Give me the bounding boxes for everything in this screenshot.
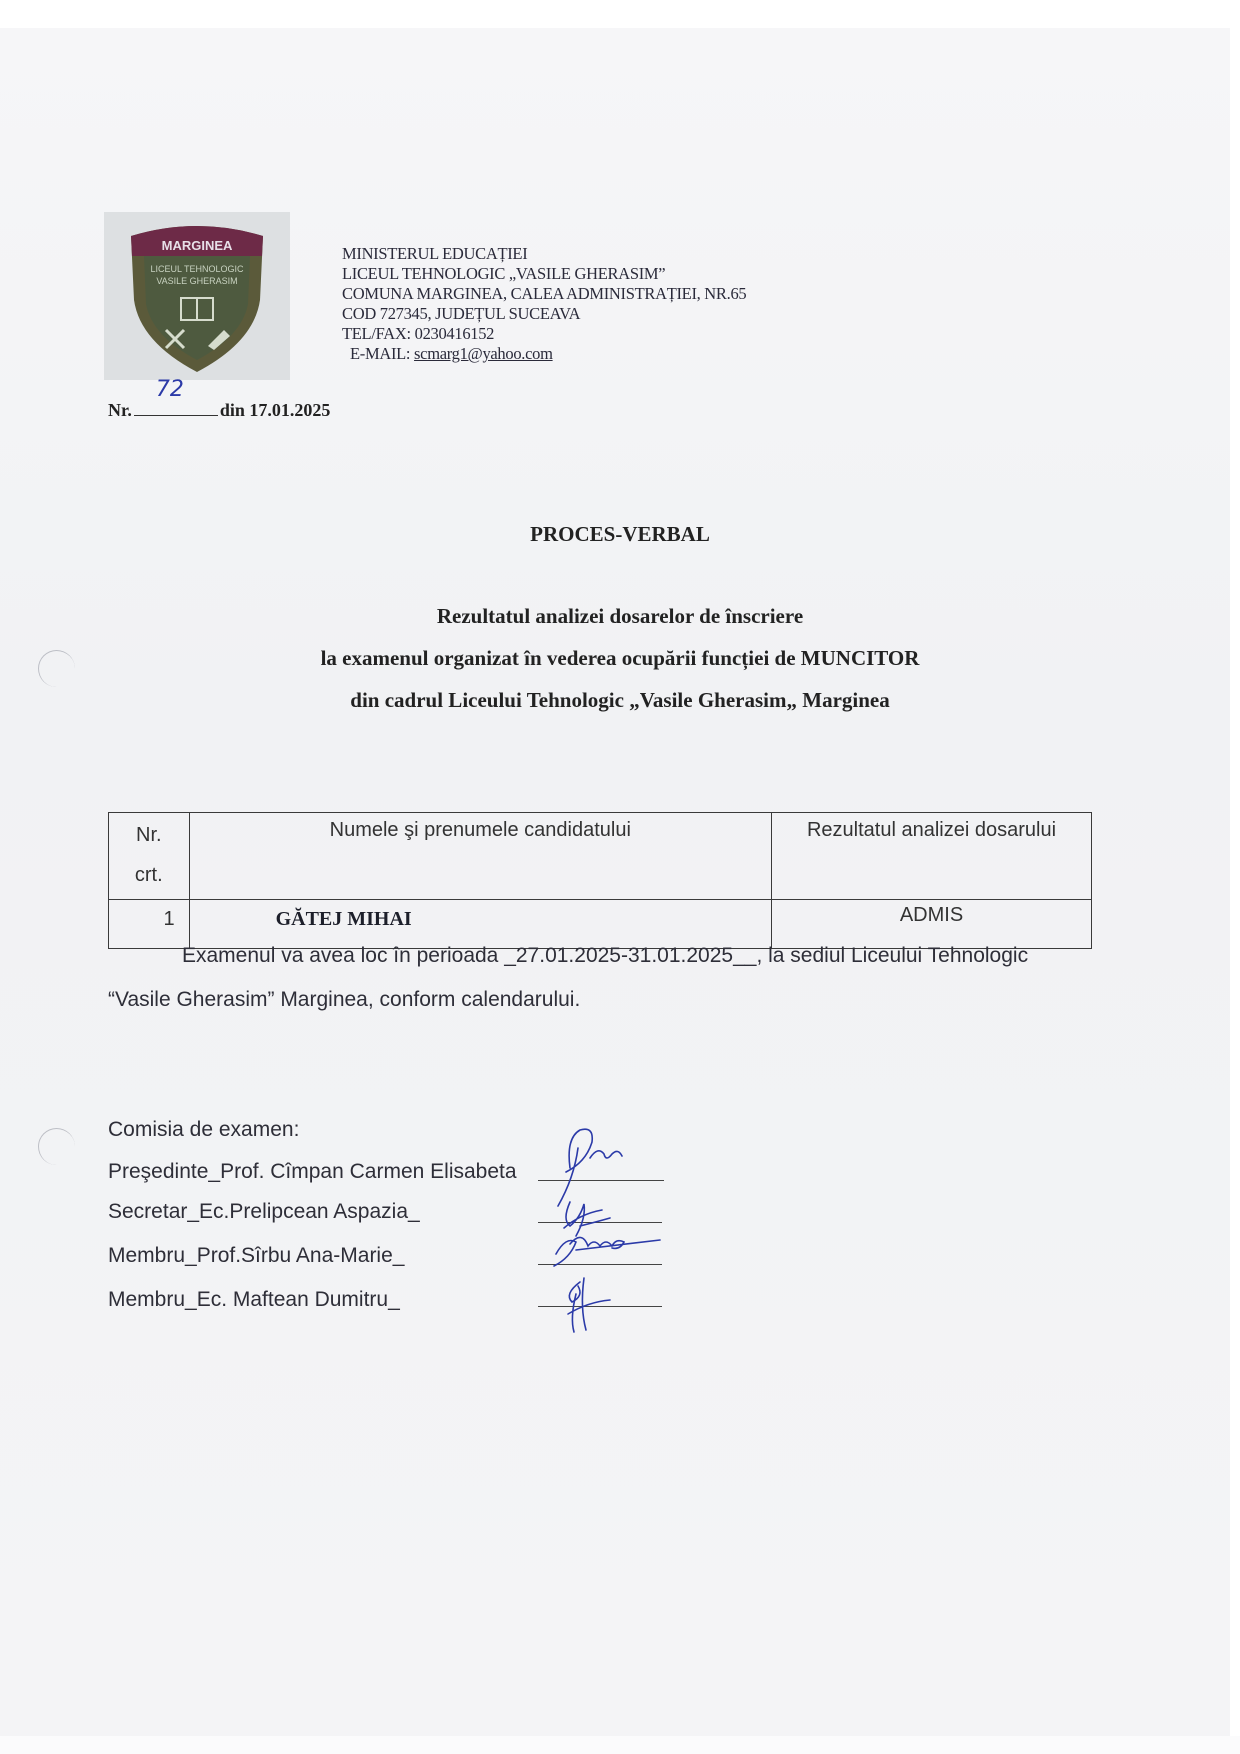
cell-candidate-name: GĂTEJ MIHAI bbox=[189, 900, 771, 949]
commission-member: Membru_Ec. Maftean Dumitru_ bbox=[108, 1288, 400, 1311]
header-line: COD 727345, JUDEȚUL SUCEAVA bbox=[342, 304, 581, 323]
nr-label: Nr. bbox=[108, 400, 132, 420]
header-line: MINISTERUL EDUCAȚIEI bbox=[342, 244, 528, 263]
header-line: TEL/FAX: 0230416152 bbox=[342, 324, 495, 343]
nr-handwritten-value: 72 bbox=[155, 377, 184, 402]
scan-right-margin bbox=[1230, 0, 1240, 1754]
table-row bbox=[109, 900, 1092, 949]
handwritten-signatures bbox=[540, 1118, 720, 1348]
registration-date: din 17.01.2025 bbox=[219, 400, 331, 420]
email-label: E-MAIL: bbox=[350, 344, 415, 363]
email-link[interactable]: scmarg1@yahoo.com bbox=[414, 344, 553, 363]
school-crest-icon bbox=[104, 212, 290, 380]
punch-hole bbox=[38, 1128, 75, 1165]
nr-blank bbox=[134, 377, 218, 416]
svg-text:MARGINEA: MARGINEA bbox=[161, 238, 233, 253]
institution-header bbox=[342, 244, 746, 364]
scan-top-margin bbox=[0, 0, 1240, 28]
email-line bbox=[342, 344, 746, 364]
table-header-row bbox=[109, 813, 1092, 900]
candidates-table bbox=[108, 812, 1092, 949]
subtitle-line: din cadrul Liceului Tehnologic „Vasile Gherasim„ Marginea bbox=[350, 688, 890, 712]
cell-result: ADMIS bbox=[772, 900, 1092, 949]
subtitle-line: Rezultatul analizei dosarelor de înscriere bbox=[436, 604, 804, 628]
document-title: PROCES-VERBAL bbox=[530, 522, 710, 546]
registration-number bbox=[108, 377, 331, 421]
commission-member: Preşedinte_Prof. Cîmpan Carmen Elisabeta bbox=[108, 1160, 517, 1183]
exam-info-line-1: Examenul va avea loc în perioada _27.01.2025-31.01.2025__, la sediul Liceului Tehnologic bbox=[182, 944, 1029, 967]
header-cell-nr: Nr. crt. bbox=[109, 813, 190, 900]
commission-member: Membru_Prof.Sîrbu Ana-Marie_ bbox=[108, 1244, 405, 1267]
subtitle-line: la examenul organizat în vederea ocupării funcției de MUNCITOR bbox=[320, 646, 920, 670]
svg-text:LICEUL TEHNOLOGIC: LICEUL TEHNOLOGIC bbox=[150, 264, 244, 274]
header-cell-result: Rezultatul analizei dosarului bbox=[772, 813, 1092, 900]
header-line: LICEUL TEHNOLOGIC „VASILE GHERASIM” bbox=[342, 264, 666, 283]
header-line: COMUNA MARGINEA, CALEA ADMINISTRAȚIEI, NR.65 bbox=[342, 284, 747, 303]
scan-bottom-margin bbox=[0, 1736, 1240, 1754]
school-logo bbox=[104, 212, 290, 380]
commission-heading: Comisia de examen: bbox=[108, 1118, 300, 1141]
exam-info-line-2: “Vasile Gherasim” Marginea, conform calendarului. bbox=[108, 988, 581, 1011]
header-cell-name: Numele şi prenumele candidatului bbox=[189, 813, 771, 900]
commission-member: Secretar_Ec.Prelipcean Aspazia_ bbox=[108, 1200, 420, 1223]
exam-period: _27.01.2025-31.01.2025__ bbox=[504, 944, 757, 967]
svg-text:VASILE GHERASIM: VASILE GHERASIM bbox=[156, 276, 238, 286]
cell-nr: 1 bbox=[109, 900, 190, 949]
